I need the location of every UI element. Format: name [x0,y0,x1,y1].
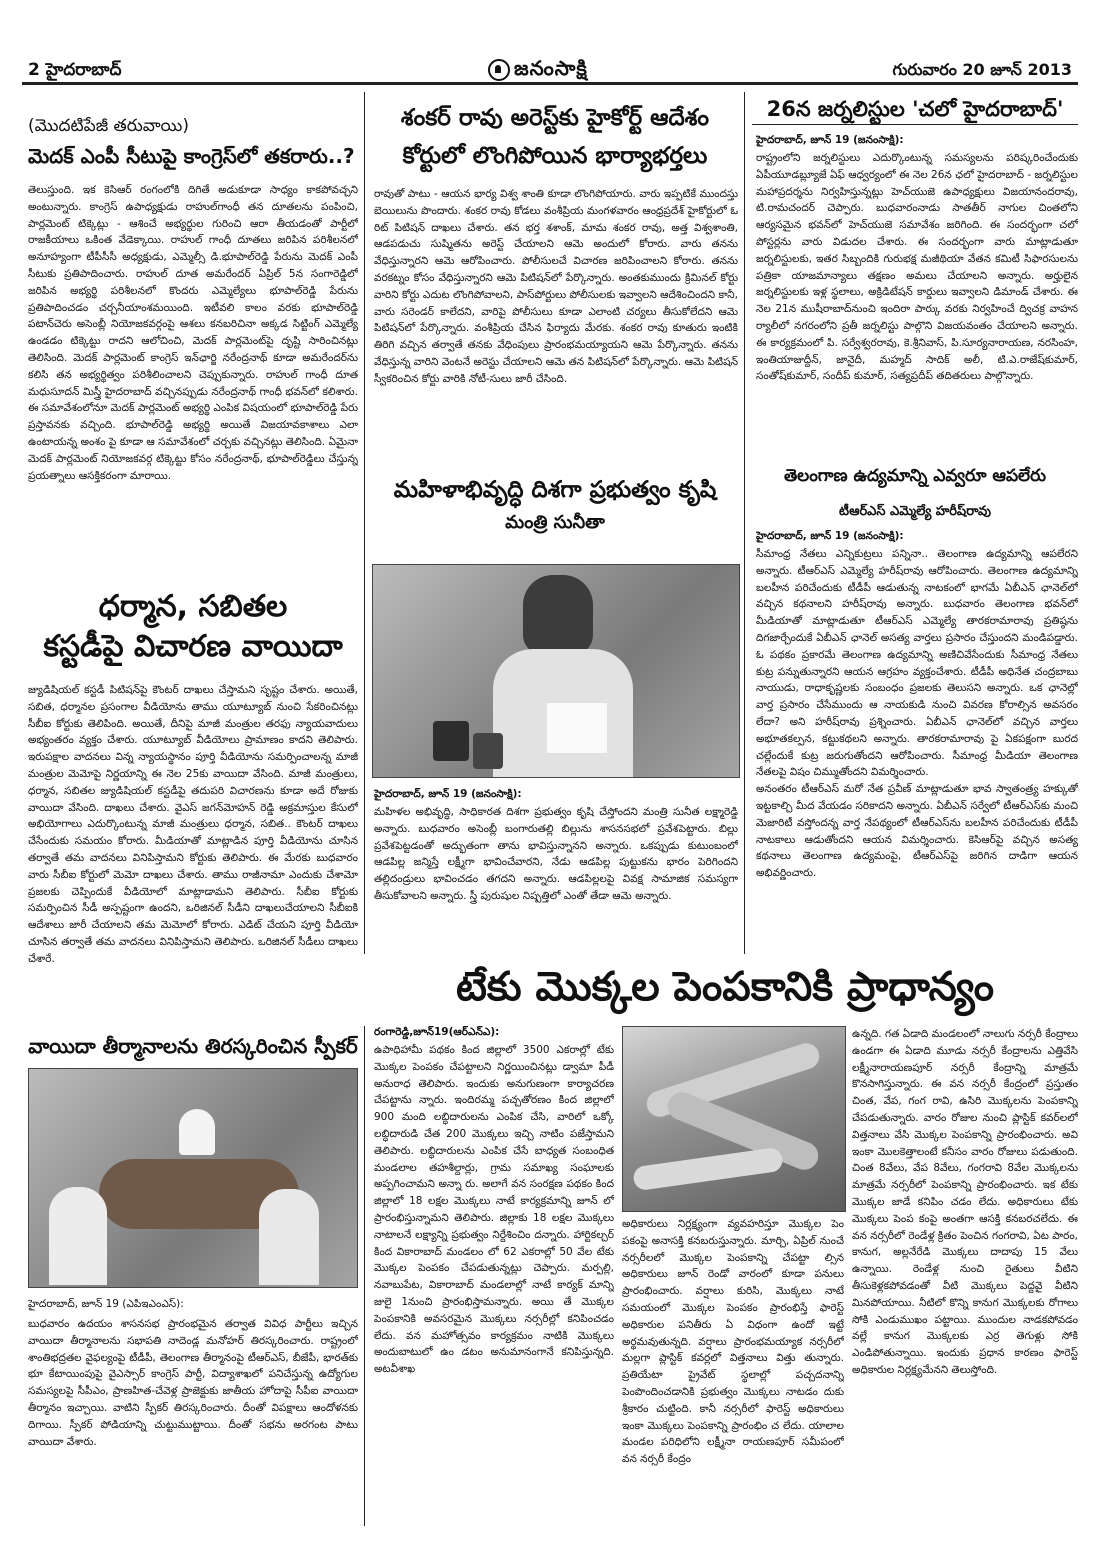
person-figure [49,1187,107,1285]
article-body-sunitha: మహిళల అభివృద్ధి, సాధికారత దిశగా ప్రభుత్వం కృషి చేస్తోందని మంత్రి సునీత లక్ష్మారెడ్డి అన్నారు. బుధవారం అసెంబ్లీ బంగారుతల్లి బిల్లును శాసనసభలో ప్రవేశపెట్టారు. బిల్లు ప్రవేశపెట్టడంతో అద్భుతంగా తాను భావిస్తున్నానని అన్నారు. ఒకప్పుడు కుటుంబంలో ఆడపిల్ల జన్మిస్తే లక్ష్మీగా భావించేవారని, నేడు ఆడపిల్ల పుట్టుకను భారం పెరిగిందని తల్లిదండ్రులు భావించడం తగదని అన్నారు. ఆడపిల్లలపై వివక్ష సామాజిక సమస్యగా తీసుకోవాలని అన్నారు. స్త్రీ పురుషుల నిష్పత్తిలో ఎంతో తేడా ఆమె అన్నారు. [374,806,738,902]
article-body-speaker: బుధవారం ఉదయం శాసనసభ ప్రారంభమైన తర్వాత వివిధ పార్టీలు ఇచ్చిన వాయిదా తీర్మానాలను సభాపతి నాదెండ్ల మనోహర్ తిరస్కరించారు. రాష్ట్రంలో శాంతిభద్రతల వైఫల్యంపై టీడీపీ, తెలంగాణ తీర్మానంపై టీఆర్ఎస్, బీజేపీ, భారత్‌కు భూ కేటాయింపుపై వైఎస్సార్ కాంగ్రెస్ పార్టీ, విద్యాశాఖలో పనిచేస్తున్న ఉద్యోగుల సమస్యలపై సీపీఎం, ప్రాణహిత-చేవెళ్ల ప్రాజెక్టుకు జాతీయ హోదాపై సీపీఐ వాయిదా తీర్మానం ఇచ్చాయి. వాటిని స్పీకర్ తిరస్కరించారు. దీంతో విపక్షాలు ఆందోళనకు దిగాయి. స్పీకర్ పోడియాన్ని చుట్టుముట్టాయి. దీంతో సభను అరగంట పాటు వాయిదా వేశారు. [28,1318,358,1448]
article-body-journalists: రాష్ట్రంలోని జర్నలిస్టులు ఎదుర్కొంటున్న సమస్యలను పరిష్కరించేందుకు ఏపీయూడబ్ల్యూజే ఏఫ్ ఆధ్వర్యంలో ఈ నెల 26న ఛలో హైదరాబాద్ - జర్నలిస్టుల మహాప్రదర్శను నిర్వహిస్తున్నట్లు హెచ్‌యుజె ఉపాధ్యక్షులు విజయానందరావు, టి.రామచందర్ చెప్పారు. బుధవారంనాడు సాతతీర్ నాగుల చింతలోని ఆర్యసమైన భవన్‌లో హెచ్‌యుజె సమావేశం జరిగింది. ఈ సందర్భంగా చలో పోస్టర్లను వారు విడుదల చేశారు. ఈ సందర్భంగా వారు మాట్లాడుతూ జర్నలిస్టులకు, ఇతర సిబ్బందికి గురుభక్ష మజీథియా వేతన కమిటీ సిఫారసులను పత్రికా యాజమాన్యాలు తక్షణం అమలు చేయాలని అన్నారు. అర్హులైన జర్నలిస్టులకు ఇళ్ల స్థలాలు, అక్రిడిటేషన్ కార్డులు ఇవ్వాలని డిమాండ్ చేశారు. ఈ నెల 21న ముషీరాబాద్‌నుంచి ఇందిరా పార్కు వరకు నిర్వహించే ద్విచక్ర వాహన ర్యాలీలో నగరంలోని ప్రతీ జర్నలిస్టు పాల్గొని విజయవంతం చేయాలని అన్నారు. ఈ కార్యక్రమంలో పి. సర్వేశ్వరరావు, కె.శ్రీనివాస్, పి.సూర్యనారాయణ, నరసింహ, ఇంతియాజుద్దీన్, జానైదీ, మహ్మద్ సాదిక్ అలీ, టి.ఎ.రాజేష్‌కుమార్, సంతోష్‌కుమార్, సందీప్ కుమార్, సత్యప్రదీప్ తదితరులు పాల్గొన్నారు. [756,152,1078,383]
column-divider [744,92,745,954]
headline-dharmana-l2: కస్టడీపై విచారణ వాయిదా [43,629,343,664]
headline-medak: మెదక్ ఎంపీ సీటుపై కాంగ్రెస్‌లో తకరారు..? [28,144,355,168]
dateline-harish: హైదరాబాద్, జూన్ 19 (జనంసాక్షి): [756,530,904,542]
headline-dharmana-l1: ధర్మాన, సబితల [98,589,288,624]
headline-telangana-movement: తెలంగాణ ఉద్యమాన్ని ఎవ్వరూ ఆపలేరు [783,466,1047,486]
subhead-minister: మంత్రి సునీతా [505,512,605,533]
person-figure [523,575,593,655]
column-divider [364,92,365,954]
teak-log [632,1147,784,1192]
microphone-icon [473,733,503,769]
column-divider [364,1026,365,1526]
article-body-teak-part1: ఉపాధిహామీ పథకం కింద జిల్లాలో 3500 ఎకరాల్లో టేకు మొక్కల పెంపకం చేపట్టాలని నిర్ణయించినట్లు డ్వామా పీడీ అనురాధ తెలిపారు. ఇందుకు అనుగుణంగా కార్యాచరణ చేపట్టాను న్నారు. ఇందిరమ్మ పచ్చతోరణం కింద జిల్లాలో 900 మంది లబ్ధిదారులను ఎంపిక చేసి, వారిలో ఒక్కో లబ్ధిదారుడి చేత 200 మొక్కలు ఇచ్చి నాటిం పజేస్తామని తెలిపారు. లబ్ధిదారులను ఎంపిక చేసే బాధ్యత సంబంధిత మండలాల తహశీల్దార్లు, గ్రామ సమాఖ్య సంఘాలకు అప్పగించామని అన్నా రు. అలాగే వన సంరక్షణ పథకం కింద జిల్లాలో 18 లక్షల మొక్కలు నాటే కార్యక్రమాన్ని జూన్ లో ప్రారంభిస్తున్నామని తెలిపారు. జిల్లాకు 18 లక్షల మొక్కలు నాటాలనే లక్ష్యాన్ని ప్రభుత్వం నిర్దేశించిం దన్నారు. హార్టికల్చర్ కింద వికారాబాద్ మండలం లో 62 ఎకరాల్లో 50 వేల టేకు మొక్కల పెంపకం చేపడుతున్నట్లు చెప్పారు. మర్పల్లి, నవాబుపేట, వికారాబాద్ మండలాల్లో నాటే కార్యక్ మాన్ని జులై 1నుంచి ప్రారంభిస్తామన్నారు. అయి తే మొక్కల పెంపకానికి అవసరమైన మొక్కలు నర్సరీల్లో కనిపించడం లేదు. వన మహోత్సవం కార్యక్రమం నాటికి మొక్కలు అందుబాటులో ఉం డటం అనుమానంగానే కనిపిస్తున్నది. అటవీశాఖ [374,1044,614,1376]
masthead [488,56,588,85]
headline-teak: టేకు మొక్కల పెంపకానికి ప్రాధాన్యం [455,964,995,1010]
header-rule [22,82,1078,85]
headline-journalists: 26న జర్నలిస్టుల 'చలో హైదరాబాద్' [766,97,1064,121]
masthead-title: జనంసాక్షి [514,56,588,80]
issue-date: గురువారం 20 జూన్ 2013 [892,60,1072,79]
person-figure [179,1109,215,1155]
article-body-harish: సీమాంధ్ర నేతలు ఎన్నికుట్రలు పన్నినా.. తెలంగాణ ఉద్యమాన్ని ఆపలేరని అన్నారు. టీఆర్ఎస్ ఎమ్మెల్యే హరీష్‌రావు ఆరోపించారు. తెలంగాణ ఉద్యమాన్ని బలహీన పరిచేందుకు టీడీపీ ఆడుతున్న నాటకంలో భాగమే ఏబీఎన్ ఛానెల్‌లో వచ్చిన కథనాలని హరీష్‌రావు అన్నారు. బుధవారం తెలంగాణ భవన్‌లో మీడియాతో మాట్లాడుతూ టీఆర్ఎస్ ఎమ్మెల్యే తారకరామారావు ప్రతిష్ఠను దిగజార్చేందుకే ఏబీఎన్ ఛానెల్ అసత్య వార్తలు ప్రసారం చేస్తుందని మండిపడ్డారు. ఓ పథకం ప్రకారమే తెలంగాణ ఉద్యమాన్ని అణిచివేసేందుకు సీమాంధ్ర నేతలు కుట్ర పన్నుతున్నారని ఆయన ఆగ్రహం వ్యక్తంచేశారు. టీడీపీ అధినేత చంద్రబాబు నాయుడు, రాధాకృష్ణలకు సంబంధం ప్రజలకు తెలుసని అన్నారు. ఒక ఛానెల్లో వార్త ప్రసారం చేసేముందు ఆ నాయకుడి నుంచి వివరణ కోరాల్సిన అవసరం లేదా? అని హరీష్‌రావు ప్రశ్నించారు. ఏబీఎన్ ఛానెల్‌లో వచ్చిన వార్తలు అభూతకల్పన, కట్టుకథలని అన్నారు. తారకరామారావు పై ఏకపక్షంగా బురద చల్లేందుకే కుట్ర జరుగుతోందని ఆరోపించారు. సీమాంధ్ర మీడియా తెలంగాణ నేతలపై విషం చిమ్ముతోందని విమర్శించారు. అనంతరం టీఆర్ఎస్ మరో నేత ప్రవీణ్ మాట్లాడుతూ భావ స్వాతంత్ర్య హక్కుతో ఇట్టకాల్చి మీద వేయడం సరికాదని అన్నారు. ఏబీఎన్ సర్వేలో టీఆర్ఎస్‌కు మంచి మెజారిటీ వస్తోందన్న వార్త నేపథ్యంలో టీఆర్ఎస్‌ను బలహీన పరిచేందుకు టీడీపీ నాటకాలు ఆడుతోందని ఆయన విమర్శించారు. కెసిఆర్‌పై వచ్చిన అసత్య కథనాలు తెలంగాణ ఉద్యమంపై, టీఆర్ఎస్‌పై జరిగిన దాడిగా ఆయన అభివర్ణించారు. [756,548,1078,880]
article-body-shankar: రావుతో పాటు - ఆయన భార్య విశ్వ శాంతి కూడా లొంగిపోయారు. వారు ఇప్పటికే ముందస్తు బెయిలును పొందారు. శంకర రావు కోడలు వంశీప్రియ మంగళవారం ఆంధ్రప్రదేశ్ హైకోర్టులో ఓ రిట్ పిటిషన్ దాఖలు చేశారు. తన భర్త శశాంక్, మామ శంకర రావు, అత్త విశ్వశాంతి, ఆడపడుచు సుష్మితను అరెస్ట్ చేయాలని ఆమె అందులో కోరారు. వారు తనను వేధిస్తున్నారని ఆమె ఆరోపించారు. పోలీసులచే విచారణ జరిపించాలని కోరారు. తనను వరకట్నం కోసం వేధిస్తున్నారని ఆమె పిటిషన్‌లో పేర్కొన్నారు. అంతకుముందు క్రిమినల్ కోర్టు వారిని కోర్టు ఎదుట లొంగిపోవాలని, పాస్‌పోర్టులు పోలీసులకు ఇవ్వాలని ఆదేశించిందని కానీ, వారు సరెండర్ కాలేదని, వారిపై పోలీసులు కూడా ఎలాంటి చర్యలు తీసుకోలేదని ఆమె పిటిషన్‌లో పేర్కొన్నారు. వంశీప్రియ చేసిన ఫిర్యాదు మేరకు. శంకర రావు కూతురు ఇంటికి తిరిగి వచ్చిన తర్వాతే తనకు వేధింపులు ప్రారంభమయ్యాయని ఆమె పేర్కొన్నారు. తనను వేధిస్తున్న వారిని వెంటనే అరెస్టు చేయాలని ఆమె తన పిటిషన్‌లో పేర్కొన్నారు. ఆమె పిటిషన్ స్వీకరించిన కోర్టు వారికి నోటీ-సులు జారీ చేసింది. [374,188,738,385]
person-figure [259,1189,319,1285]
headline-rule [752,124,1078,125]
dateline-journalists: హైదరాబాద్, జూన్ 19 (జనంసాక్షి): [756,134,904,146]
page-number-label: 2 హైదరాబాద్ [28,60,122,80]
headline-speaker: వాయిదా తీర్మానాలను తిరస్కరించిన స్పీకర్ [28,1034,358,1058]
dateline-speaker: హైదరాబాద్, జూన్ 19 (ఎపిఇఎంఎస్): [28,1298,184,1310]
article-body-dharmana: జ్యుడిషియల్ కస్టడీ పిటిషన్‌పై కౌంటర్ దాఖలు చేస్తామని సృష్టం చేశారు. అయితే, సబిత, ధర్మానల ప్రసంగాల వీడియోను తాము యూట్యూబ్ నుంచి సేకరించినట్లు సీబీఐ కోర్టుకు తెలిపింది. అయితే, దీనిపై మాజీ మంత్రుల తరఫు న్యాయవాదులు అభ్యంతరం వ్యక్తం చేశారు. యూట్యూబ్ వీడియోలు ప్రామాణం కాదని తెలిపారు. ఇరుపక్షాల వాదనలు విన్న న్యాయస్థానం పూర్తి వీడియోను సమర్పించాలన్న మాజీ మంత్రుల మెమోపై నిర్ణయాన్ని ఈ నెల 25కు వాయిదా వేసింది. మాజీ మంత్రులు, ధర్మాన, సబితల జ్యుడిషియల్ కస్టడీపై తదుపరి విచారణను కూడా అదే రోజుకు వాయిదా వేసింది. దాఖలు చేశారు. వైఎస్ జగన్‌మోహన్ రెడ్డి అక్రమాస్తుల కేసులో అభియోగాలు ఎదుర్కొంటున్న మాజీ మంత్రులు ధర్మాన, సబిత.. కౌంటర్ దాఖలు చేసేందుకు సమయం కోరారు. మీడియాతో మాట్లాడిన పూర్తి వీడియోను చూసిన తర్వాతే తమ వాదనలు వినిపిస్తామని కోర్టుకు తెలిపారు. ఈ మేరకు బుధవారం వారు సీబీఐ కోర్టులో మెమో దాఖలు చేశారు. తాము రాజీనామా ఎందుకు చేశామో ప్రజలకు చెప్పిందుకే వీడియోలో మాట్లాడామని తెలిపారు. సీబీఐ కోర్టుకు సమర్పించిన సీడీ అస్పష్టంగా ఉందని, ఒరిజినల్ సీడీని దాఖలుచేయాలని సీబీఐకి ఆదేశాలు జారీ చేయాలని తమ మెమోలో కోరారు. ఎడిట్ చేయని పూర్తి వీడియో చూసిన తర్వాతే తమ వాదనలు వినిపిస్తామని తెలిపారు. ఒరిజినల్ సీడీలు దాఖలు చేశారే. [28,684,358,965]
minister-sunitha-photo [372,564,740,778]
microphone-icon [433,721,469,761]
masthead-logo-icon [488,59,510,81]
document-paper [547,703,607,753]
assembly-meeting-photo [28,1068,358,1288]
headline-shankar-l2: కోర్టులో లొంగిపోయిన భార్యాభర్తలు [402,143,708,169]
headline-women-development: మహిళాభివృద్ధి దిశగా ప్రభుత్వం కృషి [393,477,717,503]
dateline-teak: రంగారెడ్డి,జూన్19(ఆర్ఎన్ఎ): [374,1026,500,1038]
article-body-teak-part2: అధికారులు నిర్లక్ష్యంగా వ్యవహరిస్తూ మొక్కల పెం పకంపై అనాసక్తి కనబరుస్తున్నారు. మార్చి, ఏప్రిల్ నుంచే నర్సరీలలో మొక్కల పెంపకాన్ని చేపట్టా ల్సిన అధికారులు జూన్ రెండో వారంలో కూడా పనులు ప్రారంభించారు. వర్షాలు కురిసి, మొక్కలు నాటే సమయంలో మొక్కల పెంపకం ప్రారంభిస్తే ఫారెస్ట్ అధికారుల పనితీరు ఏ విధంగా ఉందో ఇట్టే అర్థమవుతున్నది. వర్షాలు ప్రారంభమయ్యాక నర్సరీలో మల్లగా ప్లాస్టిక్ కవర్లలో విత్తనాలు విత్తు తున్నారు. ప్రతియేటా ప్రైవేట్ స్థలాల్లో పచ్చదనాన్ని పెంపొందించడానికి ప్రభుత్వం మొక్కలు నాటడం దుకు శ్రీకారం చుట్టింది. కానీ నర్సరీలో ఫారెస్ట్ అధికారులు ఇంకా మొక్కలు పెంపకాన్ని ప్రారంభిం చ లేదు. యాలాల మండల పరిధిలోని లక్ష్మీనా రాయణపూర్ సమీపంలో వన నర్సరీ కేంద్రం [622,1218,844,1466]
article-body-teak-part3: ఉన్నది. గత ఏడాది మండలంలో నాలుగు నర్సరీ కేంద్రాలు ఉండగా ఈ ఏడాది మూడు నర్సరీ కేంద్రాలను ఎత్తివేసి లక్ష్మీనారాయణపూర్ నర్సరీ కేంద్రాన్ని మాత్రమే కొనసాగిస్తున్నారు. ఈ వన నర్సరీ కేంద్రంలో ప్రస్తుతం చింత, వేప, గంగ రావి, ఉసిరి మొక్కలను పెంపకాన్ని చేపడుతున్నారు. వారం రోజుల నుంచి ప్లాస్టిక్ కవర్‌లలో విత్తనాలు వేసి మొక్కల పెంపకాన్ని ప్రారంభించారు. అవి ఇంకా మొలకెత్తాలంటే కనీసం వారం రోజులు పడుతుంది. చింత 8వేలు, వేప 8వేలు, గంగరావి 8వేల మొక్కలను మాత్రమే నర్సరీలో పెంపకాన్ని ప్రారంభించారు. ఇక టేకు మొక్కల జాడే కనిపిం చడం లేదు. అధికారులు టేకు మొక్కలు పెంప కంపై అంతగా ఆసక్తి కనబరచలేదు. ఈ వన నర్సరీలో రెండేళ్ల క్రితం పెంచిన గంగరావి, ఏట పారం, కానుగ, అల్లనేరేడి మొక్కలు దాదాపు 15 వేలు ఉన్నాయి. రెండేళ్ల నుంచి రైతులు వీటిని తీసుకెళ్లకపోవడంతో వీటి మొక్కలు పెద్దవై వీటిని మినపోయాయి. నీటిలో కొన్ని కానుగ మొక్కలకు రోగాలు సోకి ఎండుముఖం పట్టాయి. ముందుల నాడకపోవడం వల్లే కానుగ మొక్కలకు ఎర్ర తెగుళ్లు సోకి ఎండిపోతున్నాయి. ఇందుకు ప్రధాన కారణం ఫారెస్ట్ అధికారుల నిర్లక్ష్యమేనని తెలుస్తోంది. [852,1028,1078,1376]
teak-logs-photo [622,1026,846,1212]
continued-label: (మొదటిపేజీ తరువాయి) [28,116,190,136]
dateline-sunitha: హైదరాబాద్, జూన్ 19 (జనంసాక్షి): [374,788,522,800]
article-body-medak: తెలుస్తుంది. ఇక కెసిఆర్ రంగంలోకి దిగితే అడుకూడా సాధ్యం కాకపోవచ్చని అంటున్నారు. కాంగ్రెస్ ఉపాధ్యక్షుడు రాహుల్‌గాంధీ తన దూతలను పంపించి, పార్లమెంట్ టిక్కెట్లు - ఆశించే అభ్యర్థుల గురించి ఆరా తీయడంతో పార్టీలో రాజకీయాలు ఒకింత వేడెక్కాయి. రాహుల్ గాంధీ దూతలు జరిపిన పరిశీలనలో అనూహ్యంగా టీపీసీసీ అధ్యక్షుడు, ఎమ్మెల్సీ డి.భూపాల్‌రెడ్డి పేరును మెదక్ ఎంపీ సీటుకు ప్రతిపాదించారు. రాహుల్ దూత అమరేందర్ ఏప్రిల్ 5న సంగారెడ్డిలో జరిపిన అభ్యర్థి పరిశీలనలో కొందరు ఎమ్మెల్యేలు భూపాల్‌రెడ్డి పేరును ప్రతిపాదించడం చర్చనీయాంశమయింది. ఇటీవలి కాలం వరకు భూపాల్‌రెడ్డి పటాన్‌చెరు అసెంబ్లీ నియోజకవర్గంపై ఆశలు కనబరిచినా అక్కడ సిట్టింగ్ ఎమ్మెల్యే ఉండడం టిక్కెట్టు రాదని ఆలోచించి, మెదక్ పార్లమెంట్‌పై దృష్టి సారించినట్లు తెలిసింది. మెదక్ పార్లమెంట్ కాంగ్రెస్ ఇన్‌ఛార్జి నరేంద్రనాథ్ కూడా అమరేందర్‌ను కలిసి తన అభ్యర్థిత్వం పరిశీలించాలని చెప్పుకున్నారు. రాహుల్ గాంధీ దూత మధుసూదన్ మిస్త్రీ హైదరాబాద్ వచ్చినప్పుడు నరేంద్రనాథ్ గాంధీ భవన్‌లో కలిశారు. ఈ సమావేశంలోనూ మెదక్ పార్లమెంట్ అభ్యర్థి ఎంపిక విషయంలో భూపాల్‌రెడ్డి పేరు ప్రస్తావనకు వచ్చింది. భూపాల్‌రెడ్డి అభ్యర్థి అయితే విజయావకాశాలు ఎలా ఉంటాయన్న అంశం పై కూడా ఆ సమావేశంలో చర్చకు వచ్చినట్లు తెలిసింది. ఏమైనా మెదక్ పార్లమెంట్ నియోజకవర్గ టిక్కెట్టు కోసం నరేంద్రనాథ్, భూపాల్‌రెడ్డిలు చేస్తున్న ప్రయత్నాలు ఆసక్తికరంగా మారాయి. [28,184,358,482]
subhead-harish-rao: టీఆర్ఎస్ ఎమ్మెల్యే హరీష్‌రావు [839,504,991,519]
headline-shankar-l1: శంకర్ రావు అరెస్ట్‌కు హైకోర్ట్ ఆదేశం [400,105,710,131]
